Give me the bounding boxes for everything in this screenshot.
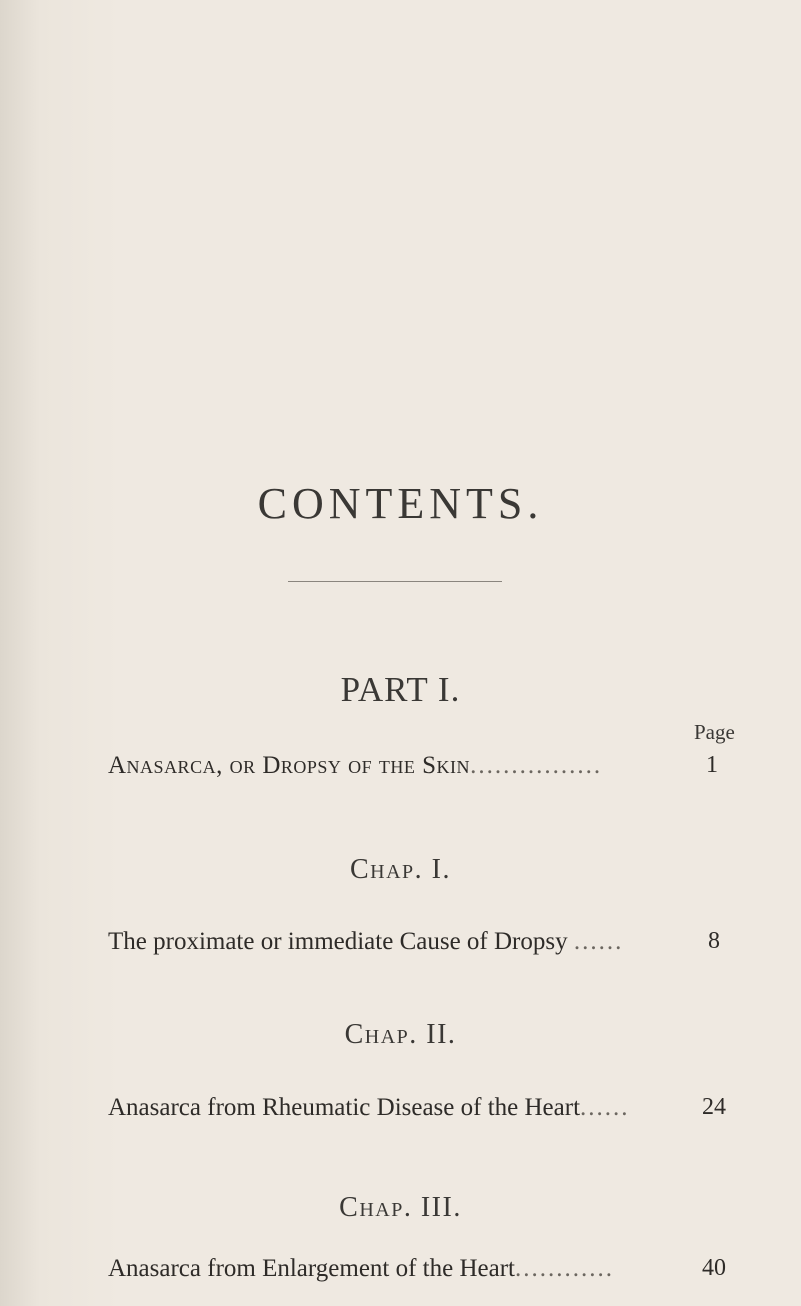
toc-page-number: 24	[702, 1094, 726, 1120]
toc-entry-chap-2	[108, 1094, 678, 1122]
chapter-heading-3: Chap. III.	[339, 1192, 462, 1223]
toc-entry-text: The proximate or immediate Cause of Dropsy	[108, 928, 568, 955]
leader-dots: ............	[515, 1255, 614, 1282]
toc-entry-text: Anasarca from Enlargement of the Heart	[108, 1255, 515, 1282]
leader-dots: ................	[470, 752, 603, 779]
page-column-label: Page	[694, 720, 735, 744]
toc-page-number: 1	[706, 752, 718, 778]
toc-entry-anasarca	[108, 752, 678, 780]
toc-entry-text: Anasarca, or Dropsy of the Skin	[108, 752, 471, 779]
chapter-heading-1: Chap. I.	[349, 854, 451, 885]
chapter-heading-2: Chap. II.	[344, 1019, 457, 1050]
leader-dots: ......	[580, 1094, 630, 1121]
title-divider	[288, 581, 502, 582]
toc-entry-text: Anasarca from Rheumatic Disease of the Heart	[108, 1094, 581, 1121]
toc-page-number: 8	[708, 928, 720, 954]
toc-entry-chap-3	[108, 1255, 678, 1283]
leader-dots: ......	[573, 928, 624, 955]
toc-entry-chap-1	[108, 928, 678, 956]
toc-page-number: 40	[702, 1255, 726, 1281]
contents-title: CONTENTS.	[257, 479, 544, 528]
part-heading: PART I.	[340, 670, 461, 709]
